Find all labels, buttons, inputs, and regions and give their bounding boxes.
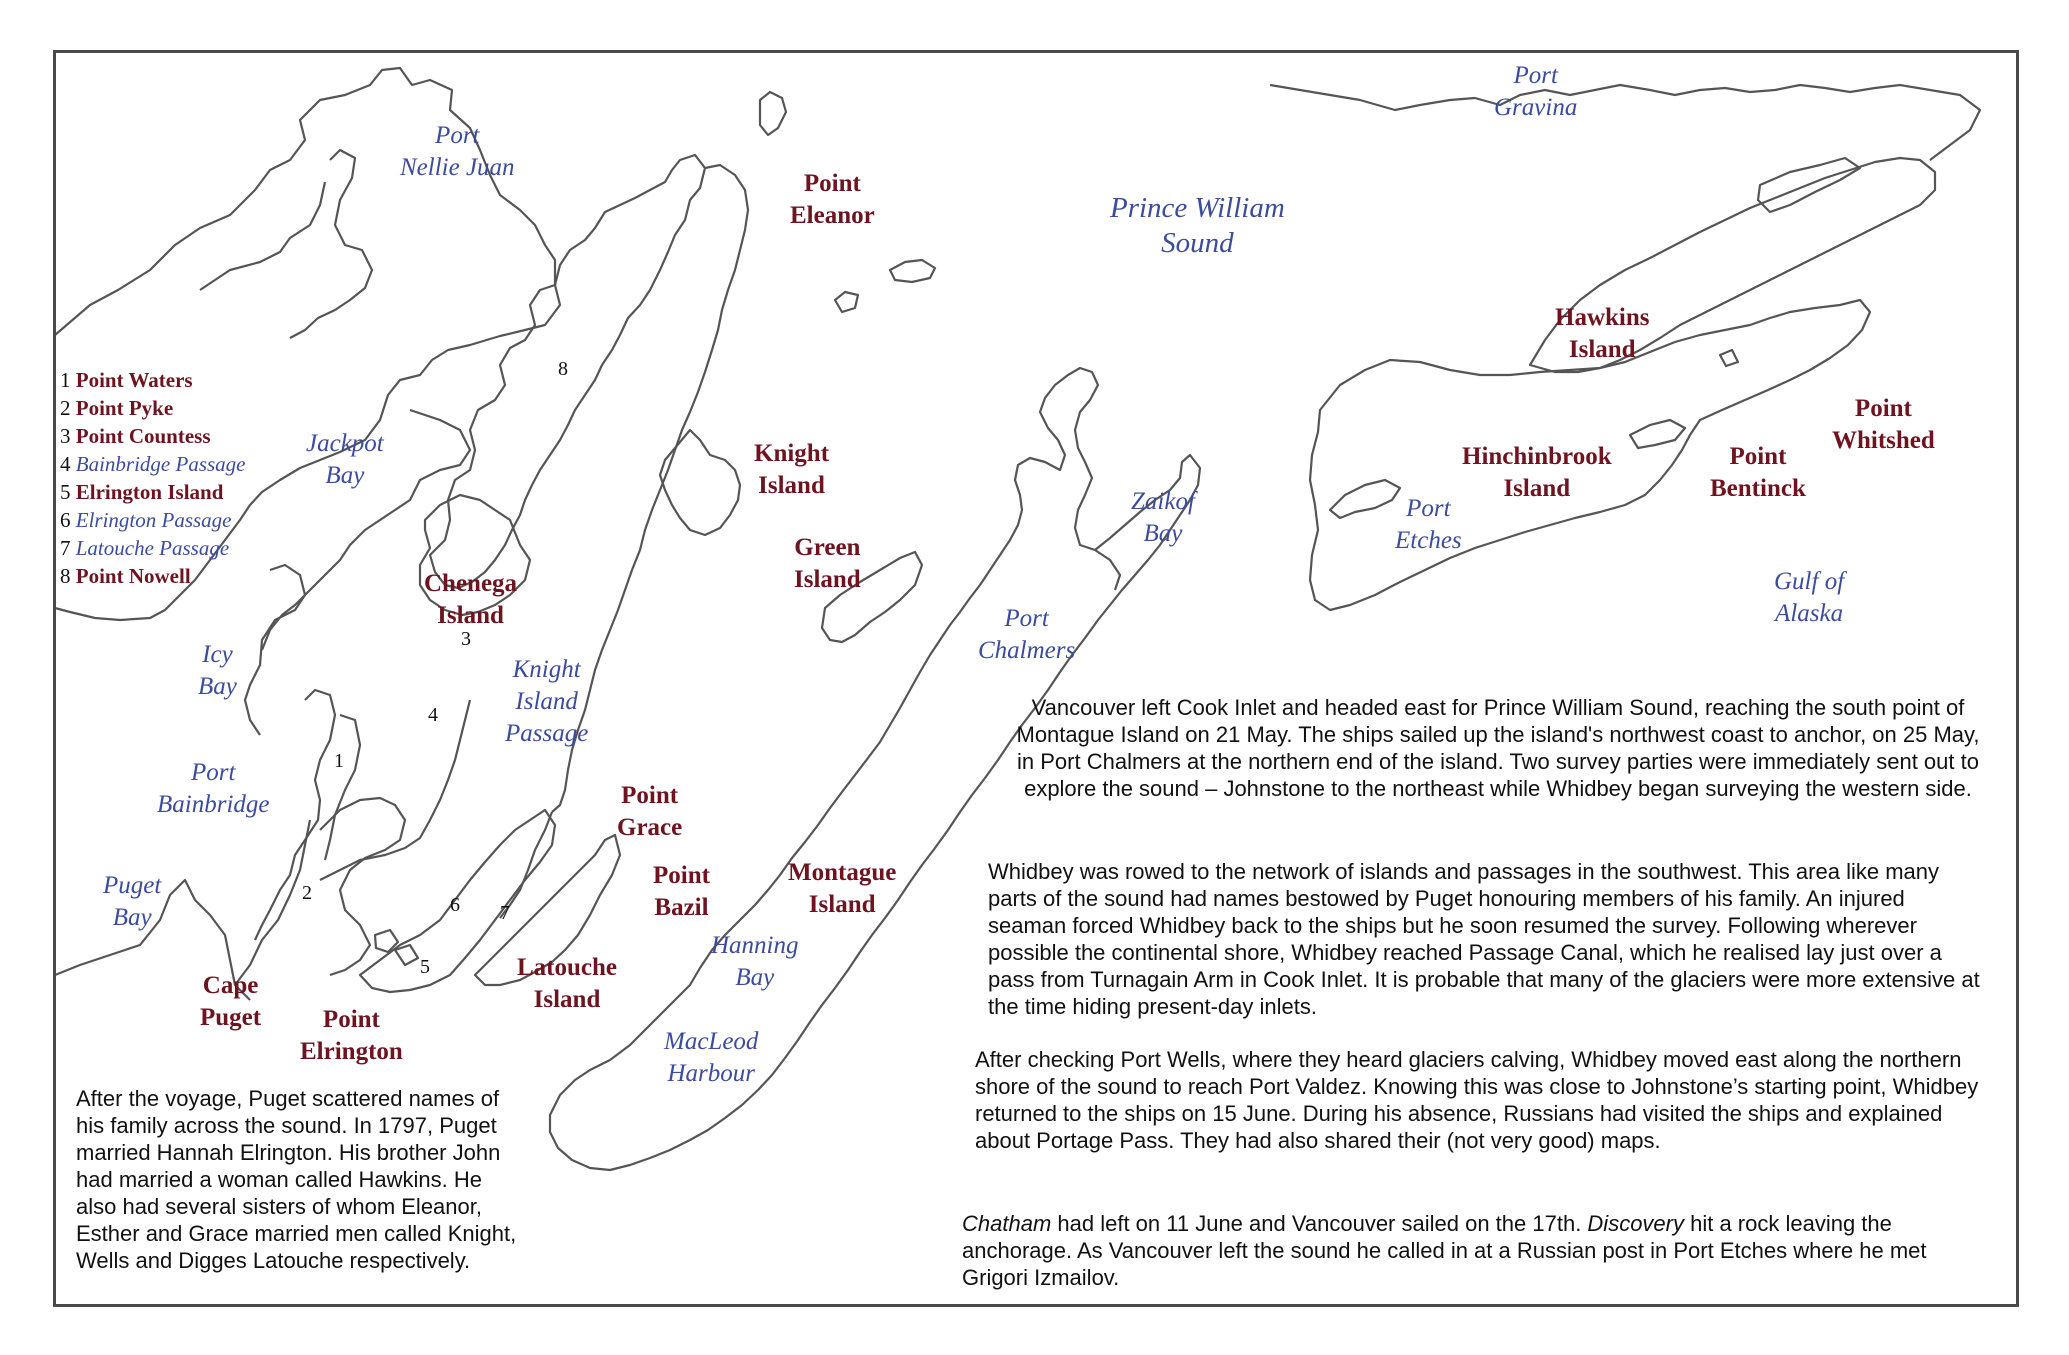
label-gulf-of-alaska: Gulf of Alaska xyxy=(1774,568,1845,627)
ship-name-discovery: Discovery xyxy=(1587,1211,1684,1236)
departure-text-b: hit a rock leaving the anchorage. As Vancouver left the sound he called in at a Russian post in Port Etches where he met Grigori Izmailov. xyxy=(962,1211,1927,1290)
paragraph-puget-family: After the voyage, Puget scattered names of his family across the sound. In 1797, Puget married Hannah Elrington. His brother John had married a woman called Hawkins. He also had several sisters of whom Eleanor, Esther and Grace married men called Knight, Wells and Digges Latouche respectively. xyxy=(76,1086,517,1273)
label-port-gravina: Port Gravina xyxy=(1494,62,1578,121)
marker-8: 8 xyxy=(558,358,568,380)
legend-name: Point Nowell xyxy=(75,564,191,588)
label-point-grace: Point Grace xyxy=(617,782,683,841)
label-prince-william-sound: Prince William Sound xyxy=(1110,192,1285,259)
label-knight-island-passage: Knight Island Passage xyxy=(505,656,589,747)
legend-item xyxy=(60,562,245,590)
label-port-bainbridge: Port Bainbridge xyxy=(157,759,270,818)
label-montague-island: Montague Island xyxy=(788,859,897,918)
legend-name: Latouche Passage xyxy=(75,536,230,560)
label-point-bazil: Point Bazil xyxy=(653,862,710,921)
marker-3: 3 xyxy=(461,628,471,650)
marker-5: 5 xyxy=(420,956,430,978)
label-macleod-harbour: MacLeod Harbour xyxy=(664,1028,759,1087)
marker-1: 1 xyxy=(334,750,344,772)
legend-number: 3 xyxy=(60,424,71,448)
departure-text-a: had left on 11 June and Vancouver sailed on the 17th. xyxy=(1051,1211,1588,1236)
marker-4: 4 xyxy=(428,704,438,726)
paragraph-whidbey-southwest: Whidbey was rowed to the network of islands and passages in the southwest. This area like many parts of the sound had names bestowed by Puget honouring members of his family. An injured seaman forced Whidbey back to the ships but he soon resumed the survey. Following wherever possible the continental shore, Whidbey reached Passage Canal, which he realised lay just over a pass from Turnagain Arm in Cook Inlet. It is probable that many of the glaciers were more extensive at the time hiding present-day inlets. xyxy=(988,859,1980,1019)
label-port-nellie-juan: Port Nellie Juan xyxy=(400,122,515,181)
label-icy-bay: Icy Bay xyxy=(198,641,237,700)
label-latouche-island: Latouche Island xyxy=(517,954,617,1013)
label-puget-bay: Puget Bay xyxy=(103,872,162,931)
legend-name: Bainbridge Passage xyxy=(75,452,246,476)
label-hawkins-island: Hawkins Island xyxy=(1555,304,1650,363)
legend-item xyxy=(60,478,245,506)
label-point-whitshed: Point Whitshed xyxy=(1832,395,1935,454)
marker-2: 2 xyxy=(302,882,312,904)
legend-number: 7 xyxy=(60,536,71,560)
paragraph-arrival: Vancouver left Cook Inlet and headed east for Prince William Sound, reaching the south point of Montague Island on 21 May. The ships sailed up the island's northwest coast to anchor, on 25 May, in Port Chalmers at the northern end of the island. Two survey parties were immediately sent out to explore the sound – Johnstone to the northeast while Whidbey began surveying the western side. xyxy=(1016,695,1980,801)
label-cape-puget: Cape Puget xyxy=(200,972,262,1031)
legend-number: 5 xyxy=(60,480,71,504)
legend xyxy=(60,366,245,590)
label-point-elrington: Point Elrington xyxy=(300,1006,403,1065)
legend-item xyxy=(60,422,245,450)
label-chenega-island: Chenega Island xyxy=(424,570,518,629)
label-zaikof-bay: Zaikof Bay xyxy=(1131,488,1195,547)
legend-item xyxy=(60,506,245,534)
legend-number: 4 xyxy=(60,452,71,476)
legend-name: Point Countess xyxy=(75,424,211,448)
label-knight-island: Knight Island xyxy=(754,440,830,499)
ship-name-chatham: Chatham xyxy=(962,1211,1052,1236)
paragraph-departure xyxy=(962,1210,1992,1291)
legend-number: 6 xyxy=(60,508,71,532)
legend-item xyxy=(60,366,245,394)
legend-name: Point Waters xyxy=(75,368,193,392)
label-point-bentinck: Point Bentinck xyxy=(1710,443,1806,502)
legend-item xyxy=(60,394,245,422)
label-jackpot-bay: Jackpot Bay xyxy=(306,430,384,489)
legend-name: Elrington Passage xyxy=(75,508,232,532)
legend-item xyxy=(60,534,245,562)
marker-6: 6 xyxy=(450,894,460,916)
label-hanning-bay: Hanning Bay xyxy=(711,932,799,991)
paragraph-port-wells: After checking Port Wells, where they heard glaciers calving, Whidbey moved east along the northern shore of the sound to reach Port Valdez. Knowing this was close to Johnstone’s starting point, Whidbey returned to the ships on 15 June. During his absence, Russians had visited the ships and explained about Portage Pass. They had also shared their (not very good) maps. xyxy=(975,1047,1979,1153)
legend-name: Point Pyke xyxy=(75,396,174,420)
legend-item xyxy=(60,450,245,478)
legend-number: 8 xyxy=(60,564,71,588)
legend-number: 1 xyxy=(60,368,71,392)
legend-number: 2 xyxy=(60,396,71,420)
label-green-island: Green Island xyxy=(794,534,861,593)
label-port-chalmers: Port Chalmers xyxy=(978,605,1076,664)
label-hinchinbrook-island: Hinchinbrook Island xyxy=(1462,443,1612,502)
label-point-eleanor: Point Eleanor xyxy=(790,170,875,229)
marker-7: 7 xyxy=(500,902,510,924)
label-port-etches: Port Etches xyxy=(1395,495,1462,554)
legend-name: Elrington Island xyxy=(75,480,224,504)
